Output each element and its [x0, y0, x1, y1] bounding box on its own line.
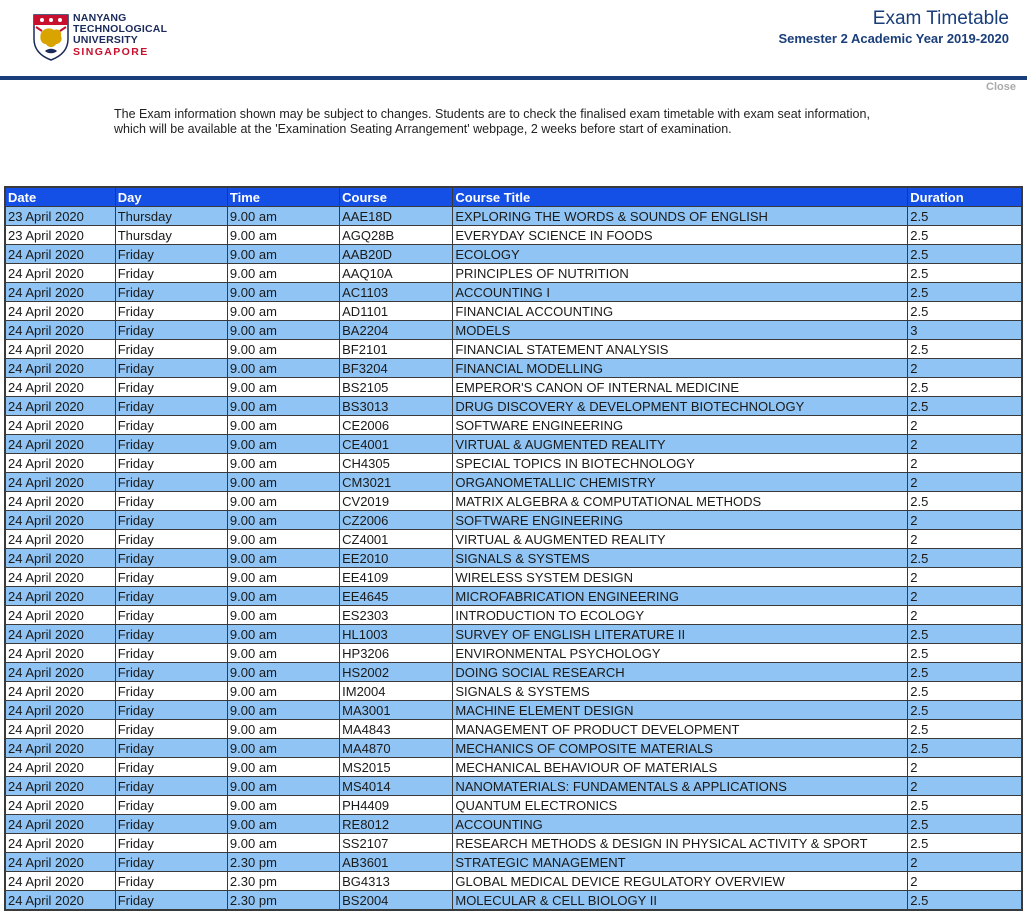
- duration-cell: 2: [908, 568, 1022, 587]
- table-row: [5, 606, 1022, 625]
- table-row: [5, 302, 1022, 321]
- date-cell: 24 April 2020: [5, 796, 115, 815]
- course-code-cell: IM2004: [340, 682, 453, 701]
- course-title-cell: SURVEY OF ENGLISH LITERATURE II: [453, 625, 908, 644]
- ntu-logo-text: NANYANG TECHNOLOGICAL UNIVERSITY SINGAPORE: [73, 12, 168, 58]
- duration-cell: 2.5: [908, 549, 1022, 568]
- table-row: [5, 530, 1022, 549]
- course-title-cell: VIRTUAL & AUGMENTED REALITY: [453, 530, 908, 549]
- duration-cell: 2: [908, 454, 1022, 473]
- time-cell: 9.00 am: [227, 796, 339, 815]
- page-subtitle: Semester 2 Academic Year 2019-2020: [778, 31, 1009, 46]
- course-code-cell: AAE18D: [340, 207, 453, 226]
- day-cell: Friday: [115, 587, 227, 606]
- duration-cell: 2.5: [908, 834, 1022, 853]
- table-row: [5, 701, 1022, 720]
- time-cell: 9.00 am: [227, 758, 339, 777]
- date-cell: 24 April 2020: [5, 625, 115, 644]
- table-row: [5, 378, 1022, 397]
- course-code-cell: HP3206: [340, 644, 453, 663]
- date-cell: 24 April 2020: [5, 853, 115, 872]
- course-code-cell: SS2107: [340, 834, 453, 853]
- table-row: [5, 454, 1022, 473]
- time-cell: 9.00 am: [227, 644, 339, 663]
- course-title-cell: MACHINE ELEMENT DESIGN: [453, 701, 908, 720]
- course-title-cell: MANAGEMENT OF PRODUCT DEVELOPMENT: [453, 720, 908, 739]
- course-code-cell: EE4109: [340, 568, 453, 587]
- time-cell: 9.00 am: [227, 340, 339, 359]
- duration-cell: 2: [908, 530, 1022, 549]
- time-cell: 9.00 am: [227, 663, 339, 682]
- course-code-cell: MA4870: [340, 739, 453, 758]
- table-row: [5, 625, 1022, 644]
- time-cell: 9.00 am: [227, 454, 339, 473]
- table-row: [5, 245, 1022, 264]
- table-row: [5, 796, 1022, 815]
- table-row: [5, 682, 1022, 701]
- course-code-cell: AAB20D: [340, 245, 453, 264]
- table-row: [5, 758, 1022, 777]
- duration-cell: 2.5: [908, 340, 1022, 359]
- day-cell: Friday: [115, 606, 227, 625]
- time-cell: 9.00 am: [227, 625, 339, 644]
- course-code-cell: CE2006: [340, 416, 453, 435]
- duration-cell: 2.5: [908, 815, 1022, 834]
- day-cell: Friday: [115, 625, 227, 644]
- course-title-cell: INTRODUCTION TO ECOLOGY: [453, 606, 908, 625]
- table-row: [5, 549, 1022, 568]
- day-cell: Friday: [115, 359, 227, 378]
- table-row: [5, 321, 1022, 340]
- table-row: [5, 226, 1022, 245]
- table-row: [5, 872, 1022, 891]
- duration-cell: 2.5: [908, 739, 1022, 758]
- day-cell: Friday: [115, 492, 227, 511]
- duration-cell: 2.5: [908, 302, 1022, 321]
- day-cell: Friday: [115, 663, 227, 682]
- table-row: [5, 207, 1022, 226]
- column-header-time: Time: [227, 187, 339, 207]
- course-code-cell: AB3601: [340, 853, 453, 872]
- time-cell: 9.00 am: [227, 207, 339, 226]
- day-cell: Friday: [115, 701, 227, 720]
- time-cell: 9.00 am: [227, 739, 339, 758]
- course-title-cell: FINANCIAL STATEMENT ANALYSIS: [453, 340, 908, 359]
- course-code-cell: CV2019: [340, 492, 453, 511]
- date-cell: 24 April 2020: [5, 454, 115, 473]
- course-code-cell: HL1003: [340, 625, 453, 644]
- time-cell: 9.00 am: [227, 226, 339, 245]
- day-cell: Friday: [115, 834, 227, 853]
- duration-cell: 2.5: [908, 701, 1022, 720]
- duration-cell: 2: [908, 872, 1022, 891]
- day-cell: Friday: [115, 511, 227, 530]
- duration-cell: 2.5: [908, 663, 1022, 682]
- date-cell: 24 April 2020: [5, 663, 115, 682]
- course-title-cell: VIRTUAL & AUGMENTED REALITY: [453, 435, 908, 454]
- table-row: [5, 340, 1022, 359]
- course-title-cell: FINANCIAL MODELLING: [453, 359, 908, 378]
- day-cell: Friday: [115, 473, 227, 492]
- course-title-cell: MOLECULAR & CELL BIOLOGY II: [453, 891, 908, 911]
- course-title-cell: PRINCIPLES OF NUTRITION: [453, 264, 908, 283]
- course-code-cell: CH4305: [340, 454, 453, 473]
- date-cell: 24 April 2020: [5, 492, 115, 511]
- course-code-cell: BF3204: [340, 359, 453, 378]
- course-title-cell: MODELS: [453, 321, 908, 340]
- course-title-cell: NANOMATERIALS: FUNDAMENTALS & APPLICATIONS: [453, 777, 908, 796]
- time-cell: 9.00 am: [227, 283, 339, 302]
- course-title-cell: SOFTWARE ENGINEERING: [453, 416, 908, 435]
- time-cell: 9.00 am: [227, 815, 339, 834]
- date-cell: 24 April 2020: [5, 321, 115, 340]
- course-code-cell: PH4409: [340, 796, 453, 815]
- date-cell: 24 April 2020: [5, 777, 115, 796]
- date-cell: 24 April 2020: [5, 245, 115, 264]
- duration-cell: 2: [908, 853, 1022, 872]
- duration-cell: 2: [908, 587, 1022, 606]
- duration-cell: 2.5: [908, 796, 1022, 815]
- duration-cell: 2.5: [908, 492, 1022, 511]
- course-title-cell: RESEARCH METHODS & DESIGN IN PHYSICAL ACTIVITY & SPORT: [453, 834, 908, 853]
- date-cell: 24 April 2020: [5, 701, 115, 720]
- time-cell: 9.00 am: [227, 606, 339, 625]
- time-cell: 2.30 pm: [227, 853, 339, 872]
- time-cell: 9.00 am: [227, 834, 339, 853]
- course-code-cell: BS2004: [340, 891, 453, 911]
- table-row: [5, 739, 1022, 758]
- date-cell: 24 April 2020: [5, 720, 115, 739]
- time-cell: 9.00 am: [227, 587, 339, 606]
- column-header-date: Date: [5, 187, 115, 207]
- date-cell: 23 April 2020: [5, 226, 115, 245]
- time-cell: 9.00 am: [227, 777, 339, 796]
- notice-line-1: The Exam information shown may be subject to changes. Students are to check the finalised exam timetable with exam seat information,: [114, 107, 870, 121]
- course-code-cell: HS2002: [340, 663, 453, 682]
- date-cell: 24 April 2020: [5, 435, 115, 454]
- course-code-cell: BF2101: [340, 340, 453, 359]
- table-row: [5, 359, 1022, 378]
- date-cell: 24 April 2020: [5, 473, 115, 492]
- day-cell: Friday: [115, 435, 227, 454]
- course-title-cell: EMPEROR'S CANON OF INTERNAL MEDICINE: [453, 378, 908, 397]
- duration-cell: 2.5: [908, 397, 1022, 416]
- time-cell: 2.30 pm: [227, 891, 339, 911]
- course-code-cell: MA3001: [340, 701, 453, 720]
- time-cell: 9.00 am: [227, 397, 339, 416]
- table-row: [5, 416, 1022, 435]
- table-row: [5, 492, 1022, 511]
- table-row: [5, 283, 1022, 302]
- course-title-cell: WIRELESS SYSTEM DESIGN: [453, 568, 908, 587]
- course-title-cell: QUANTUM ELECTRONICS: [453, 796, 908, 815]
- time-cell: 9.00 am: [227, 264, 339, 283]
- date-cell: 24 April 2020: [5, 378, 115, 397]
- time-cell: 9.00 am: [227, 378, 339, 397]
- course-code-cell: BS2105: [340, 378, 453, 397]
- table-row: [5, 511, 1022, 530]
- date-cell: 24 April 2020: [5, 587, 115, 606]
- column-header-course-title: Course Title: [453, 187, 908, 207]
- table-row: [5, 815, 1022, 834]
- course-title-cell: SIGNALS & SYSTEMS: [453, 682, 908, 701]
- duration-cell: 2.5: [908, 891, 1022, 911]
- day-cell: Thursday: [115, 226, 227, 245]
- duration-cell: 2: [908, 416, 1022, 435]
- column-header-day: Day: [115, 187, 227, 207]
- day-cell: Friday: [115, 853, 227, 872]
- course-title-cell: GLOBAL MEDICAL DEVICE REGULATORY OVERVIEW: [453, 872, 908, 891]
- course-title-cell: EVERYDAY SCIENCE IN FOODS: [453, 226, 908, 245]
- time-cell: 9.00 am: [227, 359, 339, 378]
- course-title-cell: MATRIX ALGEBRA & COMPUTATIONAL METHODS: [453, 492, 908, 511]
- date-cell: 24 April 2020: [5, 416, 115, 435]
- time-cell: 9.00 am: [227, 568, 339, 587]
- day-cell: Friday: [115, 644, 227, 663]
- day-cell: Friday: [115, 796, 227, 815]
- date-cell: 24 April 2020: [5, 872, 115, 891]
- day-cell: Friday: [115, 340, 227, 359]
- table-row: [5, 663, 1022, 682]
- course-code-cell: MS4014: [340, 777, 453, 796]
- course-code-cell: CZ2006: [340, 511, 453, 530]
- duration-cell: 2.5: [908, 283, 1022, 302]
- time-cell: 9.00 am: [227, 701, 339, 720]
- table-row: [5, 834, 1022, 853]
- course-code-cell: EE4645: [340, 587, 453, 606]
- day-cell: Friday: [115, 454, 227, 473]
- date-cell: 24 April 2020: [5, 568, 115, 587]
- date-cell: 24 April 2020: [5, 682, 115, 701]
- notice-line-2: which will be available at the 'Examination Seating Arrangement' webpage, 2 weeks before start of examination.: [114, 122, 732, 136]
- time-cell: 9.00 am: [227, 473, 339, 492]
- duration-cell: 2: [908, 511, 1022, 530]
- day-cell: Friday: [115, 283, 227, 302]
- page-header: [0, 0, 1027, 80]
- time-cell: 9.00 am: [227, 492, 339, 511]
- table-row: [5, 397, 1022, 416]
- course-code-cell: MA4843: [340, 720, 453, 739]
- duration-cell: 2: [908, 606, 1022, 625]
- course-title-cell: SOFTWARE ENGINEERING: [453, 511, 908, 530]
- day-cell: Friday: [115, 302, 227, 321]
- course-code-cell: BS3013: [340, 397, 453, 416]
- course-title-cell: ENVIRONMENTAL PSYCHOLOGY: [453, 644, 908, 663]
- column-header-course: Course: [340, 187, 453, 207]
- table-body: [5, 207, 1022, 911]
- duration-cell: 2.5: [908, 264, 1022, 283]
- course-code-cell: CZ4001: [340, 530, 453, 549]
- day-cell: Friday: [115, 682, 227, 701]
- time-cell: 9.00 am: [227, 682, 339, 701]
- table-row: [5, 587, 1022, 606]
- date-cell: 24 April 2020: [5, 264, 115, 283]
- time-cell: 9.00 am: [227, 416, 339, 435]
- date-cell: 24 April 2020: [5, 758, 115, 777]
- course-code-cell: AC1103: [340, 283, 453, 302]
- table-row: [5, 777, 1022, 796]
- day-cell: Friday: [115, 245, 227, 264]
- duration-cell: 2.5: [908, 245, 1022, 264]
- course-title-cell: EXPLORING THE WORDS & SOUNDS OF ENGLISH: [453, 207, 908, 226]
- date-cell: 24 April 2020: [5, 530, 115, 549]
- course-title-cell: DOING SOCIAL RESEARCH: [453, 663, 908, 682]
- day-cell: Friday: [115, 321, 227, 340]
- table-row: [5, 473, 1022, 492]
- day-cell: Friday: [115, 891, 227, 911]
- course-code-cell: CM3021: [340, 473, 453, 492]
- course-title-cell: MECHANICS OF COMPOSITE MATERIALS: [453, 739, 908, 758]
- time-cell: 9.00 am: [227, 302, 339, 321]
- close-link[interactable]: Close: [986, 81, 1016, 93]
- table-row: [5, 435, 1022, 454]
- date-cell: 24 April 2020: [5, 739, 115, 758]
- date-cell: 24 April 2020: [5, 891, 115, 911]
- day-cell: Friday: [115, 568, 227, 587]
- date-cell: 24 April 2020: [5, 397, 115, 416]
- day-cell: Friday: [115, 758, 227, 777]
- course-code-cell: EE2010: [340, 549, 453, 568]
- time-cell: 9.00 am: [227, 245, 339, 264]
- table-row: [5, 891, 1022, 911]
- course-title-cell: DRUG DISCOVERY & DEVELOPMENT BIOTECHNOLOGY: [453, 397, 908, 416]
- ntu-crest-icon: [32, 13, 70, 61]
- day-cell: Thursday: [115, 207, 227, 226]
- time-cell: 9.00 am: [227, 435, 339, 454]
- exam-timetable-table: [4, 186, 1023, 911]
- duration-cell: 2.5: [908, 378, 1022, 397]
- time-cell: 2.30 pm: [227, 872, 339, 891]
- course-code-cell: MS2015: [340, 758, 453, 777]
- duration-cell: 2: [908, 758, 1022, 777]
- date-cell: 24 April 2020: [5, 549, 115, 568]
- course-title-cell: SIGNALS & SYSTEMS: [453, 549, 908, 568]
- course-code-cell: BG4313: [340, 872, 453, 891]
- course-code-cell: RE8012: [340, 815, 453, 834]
- day-cell: Friday: [115, 416, 227, 435]
- duration-cell: 2.5: [908, 625, 1022, 644]
- day-cell: Friday: [115, 720, 227, 739]
- duration-cell: 2.5: [908, 226, 1022, 245]
- day-cell: Friday: [115, 815, 227, 834]
- date-cell: 24 April 2020: [5, 302, 115, 321]
- day-cell: Friday: [115, 264, 227, 283]
- course-code-cell: BA2204: [340, 321, 453, 340]
- date-cell: 24 April 2020: [5, 359, 115, 378]
- day-cell: Friday: [115, 530, 227, 549]
- time-cell: 9.00 am: [227, 530, 339, 549]
- duration-cell: 2.5: [908, 644, 1022, 663]
- exam-notice: [114, 107, 934, 137]
- date-cell: 24 April 2020: [5, 606, 115, 625]
- course-title-cell: SPECIAL TOPICS IN BIOTECHNOLOGY: [453, 454, 908, 473]
- column-header-duration: Duration: [908, 187, 1022, 207]
- date-cell: 23 April 2020: [5, 207, 115, 226]
- date-cell: 24 April 2020: [5, 815, 115, 834]
- date-cell: 24 April 2020: [5, 511, 115, 530]
- duration-cell: 2.5: [908, 682, 1022, 701]
- course-title-cell: ACCOUNTING: [453, 815, 908, 834]
- duration-cell: 2: [908, 777, 1022, 796]
- date-cell: 24 April 2020: [5, 644, 115, 663]
- duration-cell: 2: [908, 473, 1022, 492]
- table-row: [5, 264, 1022, 283]
- day-cell: Friday: [115, 777, 227, 796]
- duration-cell: 2.5: [908, 207, 1022, 226]
- course-code-cell: AGQ28B: [340, 226, 453, 245]
- date-cell: 24 April 2020: [5, 283, 115, 302]
- page-title: Exam Timetable: [872, 8, 1009, 29]
- table-row: [5, 568, 1022, 587]
- course-code-cell: ES2303: [340, 606, 453, 625]
- course-code-cell: AD1101: [340, 302, 453, 321]
- day-cell: Friday: [115, 872, 227, 891]
- ntu-logo[interactable]: [32, 13, 167, 63]
- table-row: [5, 720, 1022, 739]
- course-title-cell: MECHANICAL BEHAVIOUR OF MATERIALS: [453, 758, 908, 777]
- course-title-cell: ACCOUNTING I: [453, 283, 908, 302]
- course-code-cell: AAQ10A: [340, 264, 453, 283]
- course-title-cell: MICROFABRICATION ENGINEERING: [453, 587, 908, 606]
- duration-cell: 2.5: [908, 720, 1022, 739]
- duration-cell: 3: [908, 321, 1022, 340]
- course-title-cell: STRATEGIC MANAGEMENT: [453, 853, 908, 872]
- duration-cell: 2: [908, 359, 1022, 378]
- course-code-cell: CE4001: [340, 435, 453, 454]
- table-row: [5, 644, 1022, 663]
- day-cell: Friday: [115, 549, 227, 568]
- time-cell: 9.00 am: [227, 720, 339, 739]
- table-header-row: [5, 187, 1022, 207]
- course-title-cell: FINANCIAL ACCOUNTING: [453, 302, 908, 321]
- time-cell: 9.00 am: [227, 511, 339, 530]
- day-cell: Friday: [115, 397, 227, 416]
- course-title-cell: ORGANOMETALLIC CHEMISTRY: [453, 473, 908, 492]
- course-title-cell: ECOLOGY: [453, 245, 908, 264]
- table-row: [5, 853, 1022, 872]
- date-cell: 24 April 2020: [5, 340, 115, 359]
- time-cell: 9.00 am: [227, 321, 339, 340]
- day-cell: Friday: [115, 378, 227, 397]
- date-cell: 24 April 2020: [5, 834, 115, 853]
- day-cell: Friday: [115, 739, 227, 758]
- duration-cell: 2: [908, 435, 1022, 454]
- time-cell: 9.00 am: [227, 549, 339, 568]
